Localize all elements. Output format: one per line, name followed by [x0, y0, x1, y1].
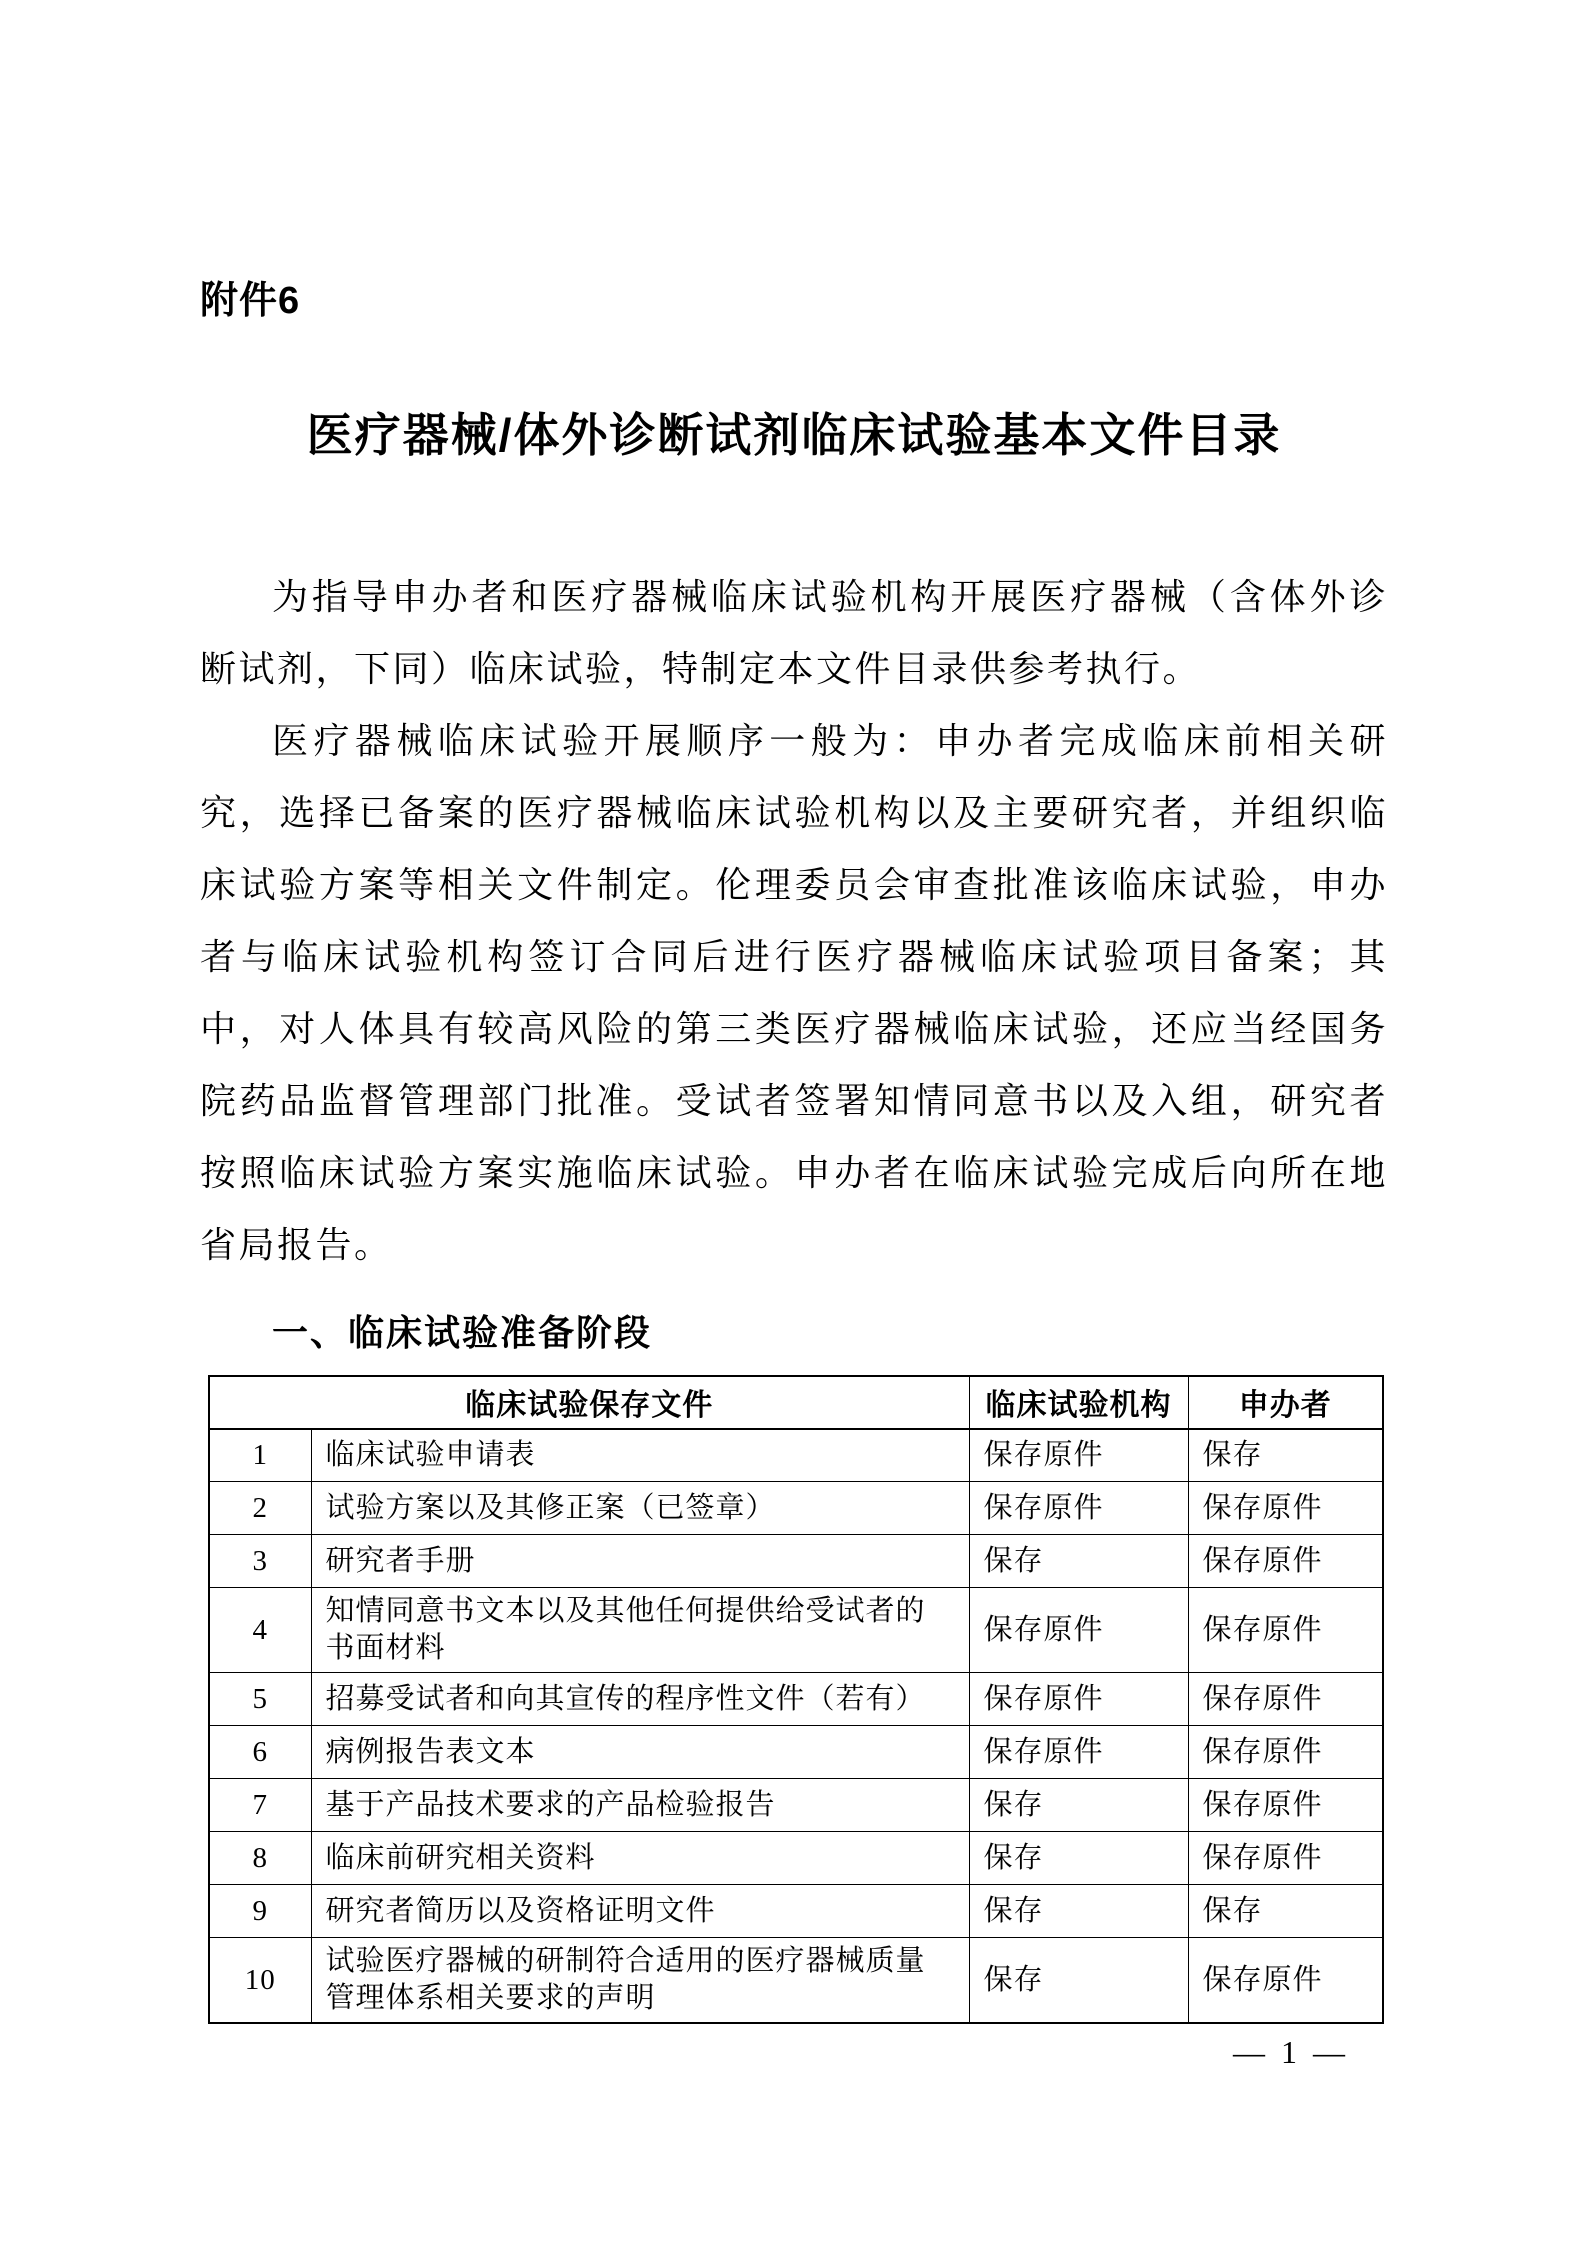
document-name-cell: 知情同意书文本以及其他任何提供给受试者的书面材料	[311, 1588, 969, 1673]
page-title: 医疗器械/体外诊断试剂临床试验基本文件目录	[306, 409, 1282, 461]
sponsor-cell: 保存原件	[1188, 1673, 1383, 1726]
sponsor-cell: 保存原件	[1188, 1726, 1383, 1779]
row-number-cell: 7	[209, 1779, 311, 1832]
institution-cell: 保存原件	[969, 1588, 1188, 1673]
document-name-cell: 研究者简历以及资格证明文件	[311, 1885, 969, 1938]
institution-cell: 保存原件	[969, 1482, 1188, 1535]
table-row	[209, 1779, 1383, 1832]
sponsor-cell: 保存原件	[1188, 1832, 1383, 1885]
table-row	[209, 1726, 1383, 1779]
sponsor-cell: 保存原件	[1188, 1779, 1383, 1832]
row-number-cell: 4	[209, 1588, 311, 1673]
table-header-row	[209, 1376, 1383, 1429]
row-number-cell: 9	[209, 1885, 311, 1938]
body-text	[200, 561, 1388, 1281]
institution-cell: 保存	[969, 1885, 1188, 1938]
document-name-cell: 试验方案以及其修正案（已签章）	[311, 1482, 969, 1535]
page-number: — 1 —	[1233, 2034, 1349, 2070]
sponsor-cell: 保存	[1188, 1885, 1383, 1938]
table-row	[209, 1885, 1383, 1938]
document-name-cell: 基于产品技术要求的产品检验报告	[311, 1779, 969, 1832]
document-name-cell: 试验医疗器械的研制符合适用的医疗器械质量管理体系相关要求的声明	[311, 1938, 969, 2024]
institution-cell: 保存原件	[969, 1673, 1188, 1726]
institution-cell: 保存	[969, 1535, 1188, 1588]
paragraph-intro: 为指导申办者和医疗器械临床试验机构开展医疗器械（含体外诊断试剂，下同）临床试验，特制定本文件目录供参考执行。	[200, 576, 1388, 689]
table-row	[209, 1535, 1383, 1588]
table-row	[209, 1429, 1383, 1482]
document-name-cell: 招募受试者和向其宣传的程序性文件（若有）	[311, 1673, 969, 1726]
documents-table	[208, 1375, 1384, 2025]
row-number-cell: 2	[209, 1482, 311, 1535]
document-name-cell: 临床试验申请表	[311, 1429, 969, 1482]
table-row	[209, 1832, 1383, 1885]
paragraph-procedure: 医疗器械临床试验开展顺序一般为：申办者完成临床前相关研究，选择已备案的医疗器械临床试验机构以及主要研究者，并组织临床试验方案等相关文件制定。伦理委员会审查批准该临床试验，申办者与临床试验机构签订合同后进行医疗器械临床试验项目备案；其中，对人体具有较高风险的第三类医疗器械临床试验，还应当经国务院药品监督管理部门批准。受试者签署知情同意书以及入组，研究者按照临床试验方案实施临床试验。申办者在临床试验完成后向所在地省局报告。	[200, 720, 1388, 1265]
institution-cell: 保存	[969, 1779, 1188, 1832]
row-number-cell: 5	[209, 1673, 311, 1726]
table-row	[209, 1938, 1383, 2024]
column-header-sponsor: 申办者	[1188, 1376, 1383, 1429]
table-row	[209, 1588, 1383, 1673]
table-row	[209, 1482, 1383, 1535]
table-row	[209, 1673, 1383, 1726]
institution-cell: 保存	[969, 1832, 1188, 1885]
row-number-cell: 6	[209, 1726, 311, 1779]
document-name-cell: 病例报告表文本	[311, 1726, 969, 1779]
document-name-cell: 临床前研究相关资料	[311, 1832, 969, 1885]
row-number-cell: 3	[209, 1535, 311, 1588]
row-number-cell: 8	[209, 1832, 311, 1885]
sponsor-cell: 保存	[1188, 1429, 1383, 1482]
column-header-institution: 临床试验机构	[969, 1376, 1188, 1429]
sponsor-cell: 保存原件	[1188, 1535, 1383, 1588]
attachment-label: 附件6	[200, 280, 301, 322]
column-header-saved-documents: 临床试验保存文件	[209, 1376, 969, 1429]
sponsor-cell: 保存原件	[1188, 1482, 1383, 1535]
row-number-cell: 1	[209, 1429, 311, 1482]
sponsor-cell: 保存原件	[1188, 1938, 1383, 2024]
institution-cell: 保存	[969, 1938, 1188, 2024]
institution-cell: 保存原件	[969, 1429, 1188, 1482]
sponsor-cell: 保存原件	[1188, 1588, 1383, 1673]
institution-cell: 保存原件	[969, 1726, 1188, 1779]
row-number-cell: 10	[209, 1938, 311, 2024]
document-name-cell: 研究者手册	[311, 1535, 969, 1588]
section-heading-preparation-stage: 一、临床试验准备阶段	[272, 1311, 653, 1353]
